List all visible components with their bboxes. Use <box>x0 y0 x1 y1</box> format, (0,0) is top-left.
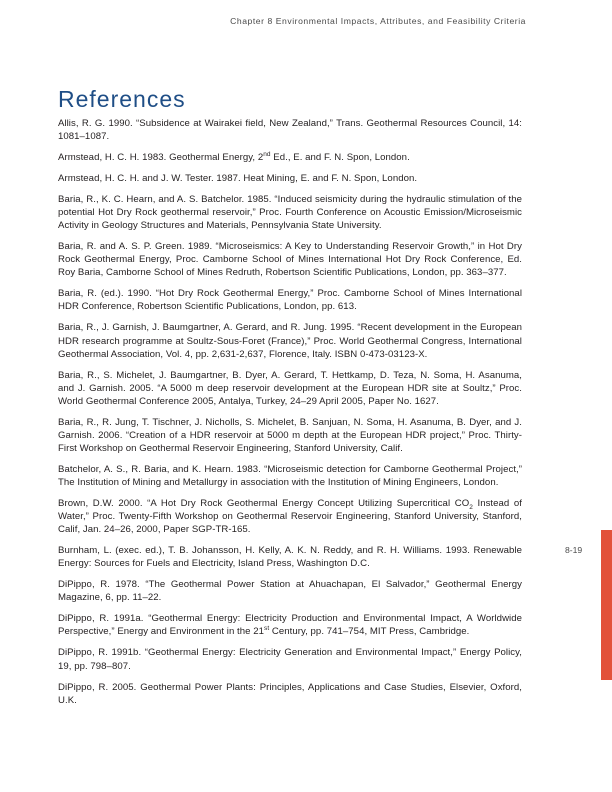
reference-entry: Baria, R., J. Garnish, J. Baumgartner, A. Gerard, and R. Jung. 1995. “Recent development in the European HDR research programme at Soultz-Sous-Foret (France),” Proc. World Geothermal Congress, International Geothermal Association, Vol. 4, pp. 2,631-2,637, Florence, Italy. ISBN 0-473-03123-X. <box>58 322 522 360</box>
reference-entry: Burnham, L. (exec. ed.), T. B. Johansson, H. Kelly, A. K. N. Reddy, and R. H. Williams. 1993. Renewable Energy: Sources for Fuels and Electricity, Island Press, Washington D.C. <box>58 545 522 570</box>
reference-entry: DiPippo, R. 1978. “The Geothermal Power Station at Ahuachapan, El Salvador,” Geothermal Energy Magazine, 6, pp. 11–22. <box>58 579 522 604</box>
reference-entry: Baria, R. (ed.). 1990. “Hot Dry Rock Geothermal Energy,” Proc. Camborne School of Mines International HDR Conference, Robertson Scientific Publications, London, pp. 613. <box>58 288 522 313</box>
reference-entry: Allis, R. G. 1990. “Subsidence at Wairakei field, New Zealand,” Trans. Geothermal Resources Council, 14: 1081–1087. <box>58 118 522 143</box>
reference-entry: Armstead, H. C. H. and J. W. Tester. 1987. Heat Mining, E. and F. N. Spon, London. <box>58 173 418 185</box>
reference-entry: DiPippo, R. 1991a. “Geothermal Energy: Electricity Production and Environmental Impact, A Worldwide Perspective,” Energy and Environment in the 21st Century, pp. 741–754, MIT Press, Cambridge. <box>58 613 522 638</box>
chapter-tab-marker <box>601 530 612 680</box>
reference-entry: Baria, R., K. C. Hearn, and A. S. Batchelor. 1985. “Induced seismicity during the hydraulic stimulation of the potential Hot Dry Rock geothermal reservoir,” Proc. Fourth Conference on Acoustic Emission/Microseismic Activity in Geology Structures and Materials, Pennsylvania State University. <box>58 194 522 232</box>
reference-entry: DiPippo, R. 1991b. “Geothermal Energy: Electricity Generation and Environmental Impact,” Energy Policy, 19, pp. 798–807. <box>58 647 522 672</box>
reference-entry: Brown, D.W. 2000. “A Hot Dry Rock Geothermal Energy Concept Utilizing Supercritical $CO_2$ Instead of Water,” Proc. Twenty-Fifth Workshop on Geothermal Reservoir Engineering, Stanford University, Stanford, Calif, Jan. 24–26, 2000, Paper SGP-TR-165. <box>58 498 522 536</box>
reference-entry: Baria, R. and A. S. P. Green. 1989. “Microseismics: A Key to Understanding Reservoir Growth,” in Hot Dry Rock Geothermal Energy, Proc. Camborne School of Mines International Hot Dry Rock Conference, Ed. Roy Baria, Camborne School of Mines Redruth, Robertson Scientific Publications, London, pp. 363–377. <box>58 241 522 279</box>
reference-entry: Batchelor, A. S., R. Baria, and K. Hearn. 1983. “Microseismic detection for Camborne Geothermal Project,” The Institution of Mining and Metallurgy in association with the Institution of Mining Engineers, London. <box>58 463 522 489</box>
reference-list <box>58 117 522 715</box>
reference-entry: DiPippo, R. 2005. Geothermal Power Plants: Principles, Applications and Case Studies, Elsevier, Oxford, U.K. <box>58 681 522 706</box>
reference-entry: Baria, R., S. Michelet, J. Baumgartner, B. Dyer, A. Gerard, T. Hettkamp, D. Teza, N. Soma, H. Asanuma, and J. Garnish. 2005. “A 5000 m deep reservoir development at the European HDR site at Soultz,” Proc. World Geothermal Conference 2005, Antalya, Turkey, 24–29 April 2005, Paper No. 1627. <box>58 369 522 407</box>
reference-entry: Baria, R., R. Jung, T. Tischner, J. Nicholls, S. Michelet, B. Sanjuan, N. Soma, H. Asanuma, B. Dyer, and J. Garnish. 2006. “Creation of a HDR reservoir at 5000 m depth at the European HDR project,” Proc. Thirty-First Workshop on Geothermal Reservoir Engineering, Stanford University, Calif. <box>58 416 522 454</box>
running-head: Chapter 8 Environmental Impacts, Attributes, and Feasibility Criteria <box>230 16 526 26</box>
reference-entry: Armstead, H. C. H. 1983. Geothermal Energy, 2nd Ed., E. and F. N. Spon, London. <box>58 150 410 164</box>
page-number: 8-19 <box>565 545 583 555</box>
page-title: References <box>58 86 186 112</box>
